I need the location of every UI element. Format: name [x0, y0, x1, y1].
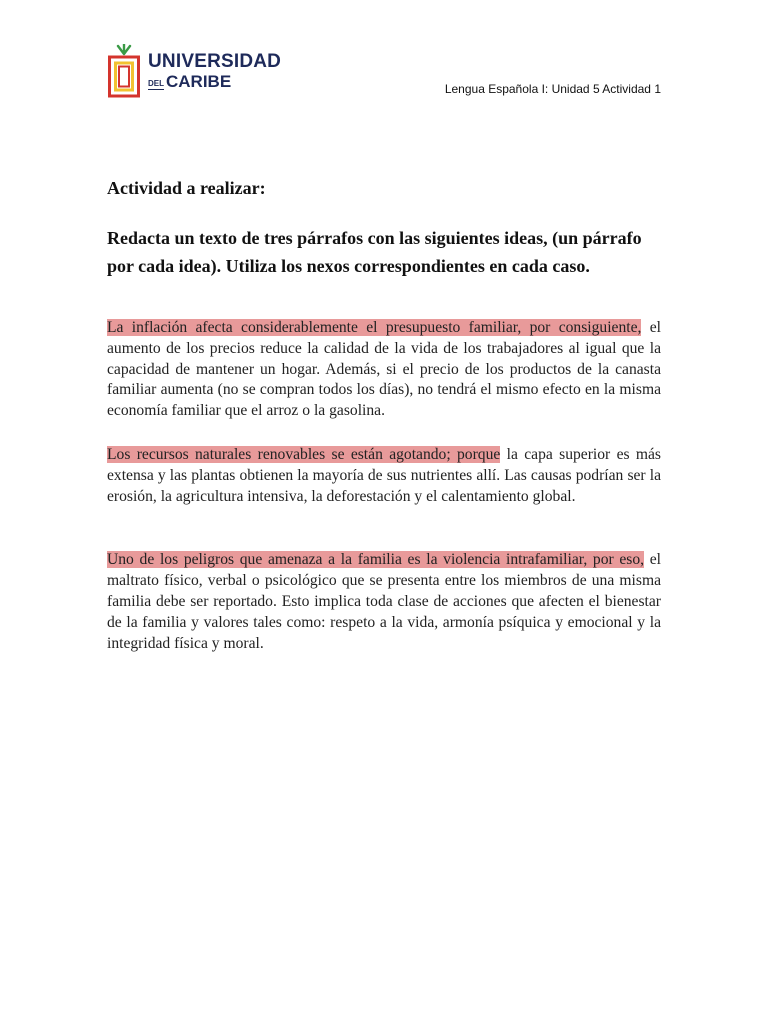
- logo-del: DEL: [148, 79, 164, 88]
- logo-universidad: UNIVERSIDAD: [148, 51, 282, 72]
- paragraph-1: [107, 318, 661, 422]
- logo-emblem-icon: [108, 44, 140, 98]
- course-header: Lengua Española I: Unidad 5 Actividad 1: [444, 82, 661, 96]
- paragraph-3: [107, 550, 661, 654]
- university-logo: [108, 44, 281, 98]
- paragraph-text: el maltrato físico, verbal o psicológico que se presenta entre los miembros de una misma familia debe ser reportado. Esto implica toda clase de acciones que afecten el bienestar de la familia y valores tales como: respeto a la vida, armonía psíquica y emocional y la integridad física y moral.: [107, 551, 662, 652]
- activity-title: Actividad a realizar:: [107, 178, 266, 198]
- highlighted-connector: Los recursos naturales renovables se están agotando; porque: [107, 445, 501, 463]
- activity-instruction: Redacta un texto de tres párrafos con las siguientes ideas, (un párrafo por cada idea). Utiliza los nexos correspondientes en cada caso.: [107, 228, 642, 276]
- paragraph-text: la capa superior es más extensa y las plantas obtienen la mayoría de sus nutrientes allí. Las causas podrían ser la erosión, la agricultura intensiva, la deforestación y el calentamiento global.: [107, 445, 662, 505]
- logo-caribe: CARIBE: [166, 72, 232, 91]
- highlighted-connector: La inflación afecta considerablemente el presupuesto familiar, por consiguiente,: [107, 319, 642, 336]
- paragraph-text: el aumento de los precios reduce la calidad de la vida de los trabajadores al igual que la capacidad de mantener un hogar. Además, si el precio de los productos de la canasta familiar aumenta (no se compran todos los días), no tendrá el mismo efecto en la misma economía familiar que el arroz o la gasolina.: [107, 319, 661, 420]
- highlighted-connector: Uno de los peligros que amenaza a la familia es la violencia intrafamiliar, por eso,: [107, 551, 645, 569]
- document-body: [107, 178, 661, 654]
- logo-wordmark: [148, 52, 281, 90]
- paragraph-2: [107, 445, 661, 507]
